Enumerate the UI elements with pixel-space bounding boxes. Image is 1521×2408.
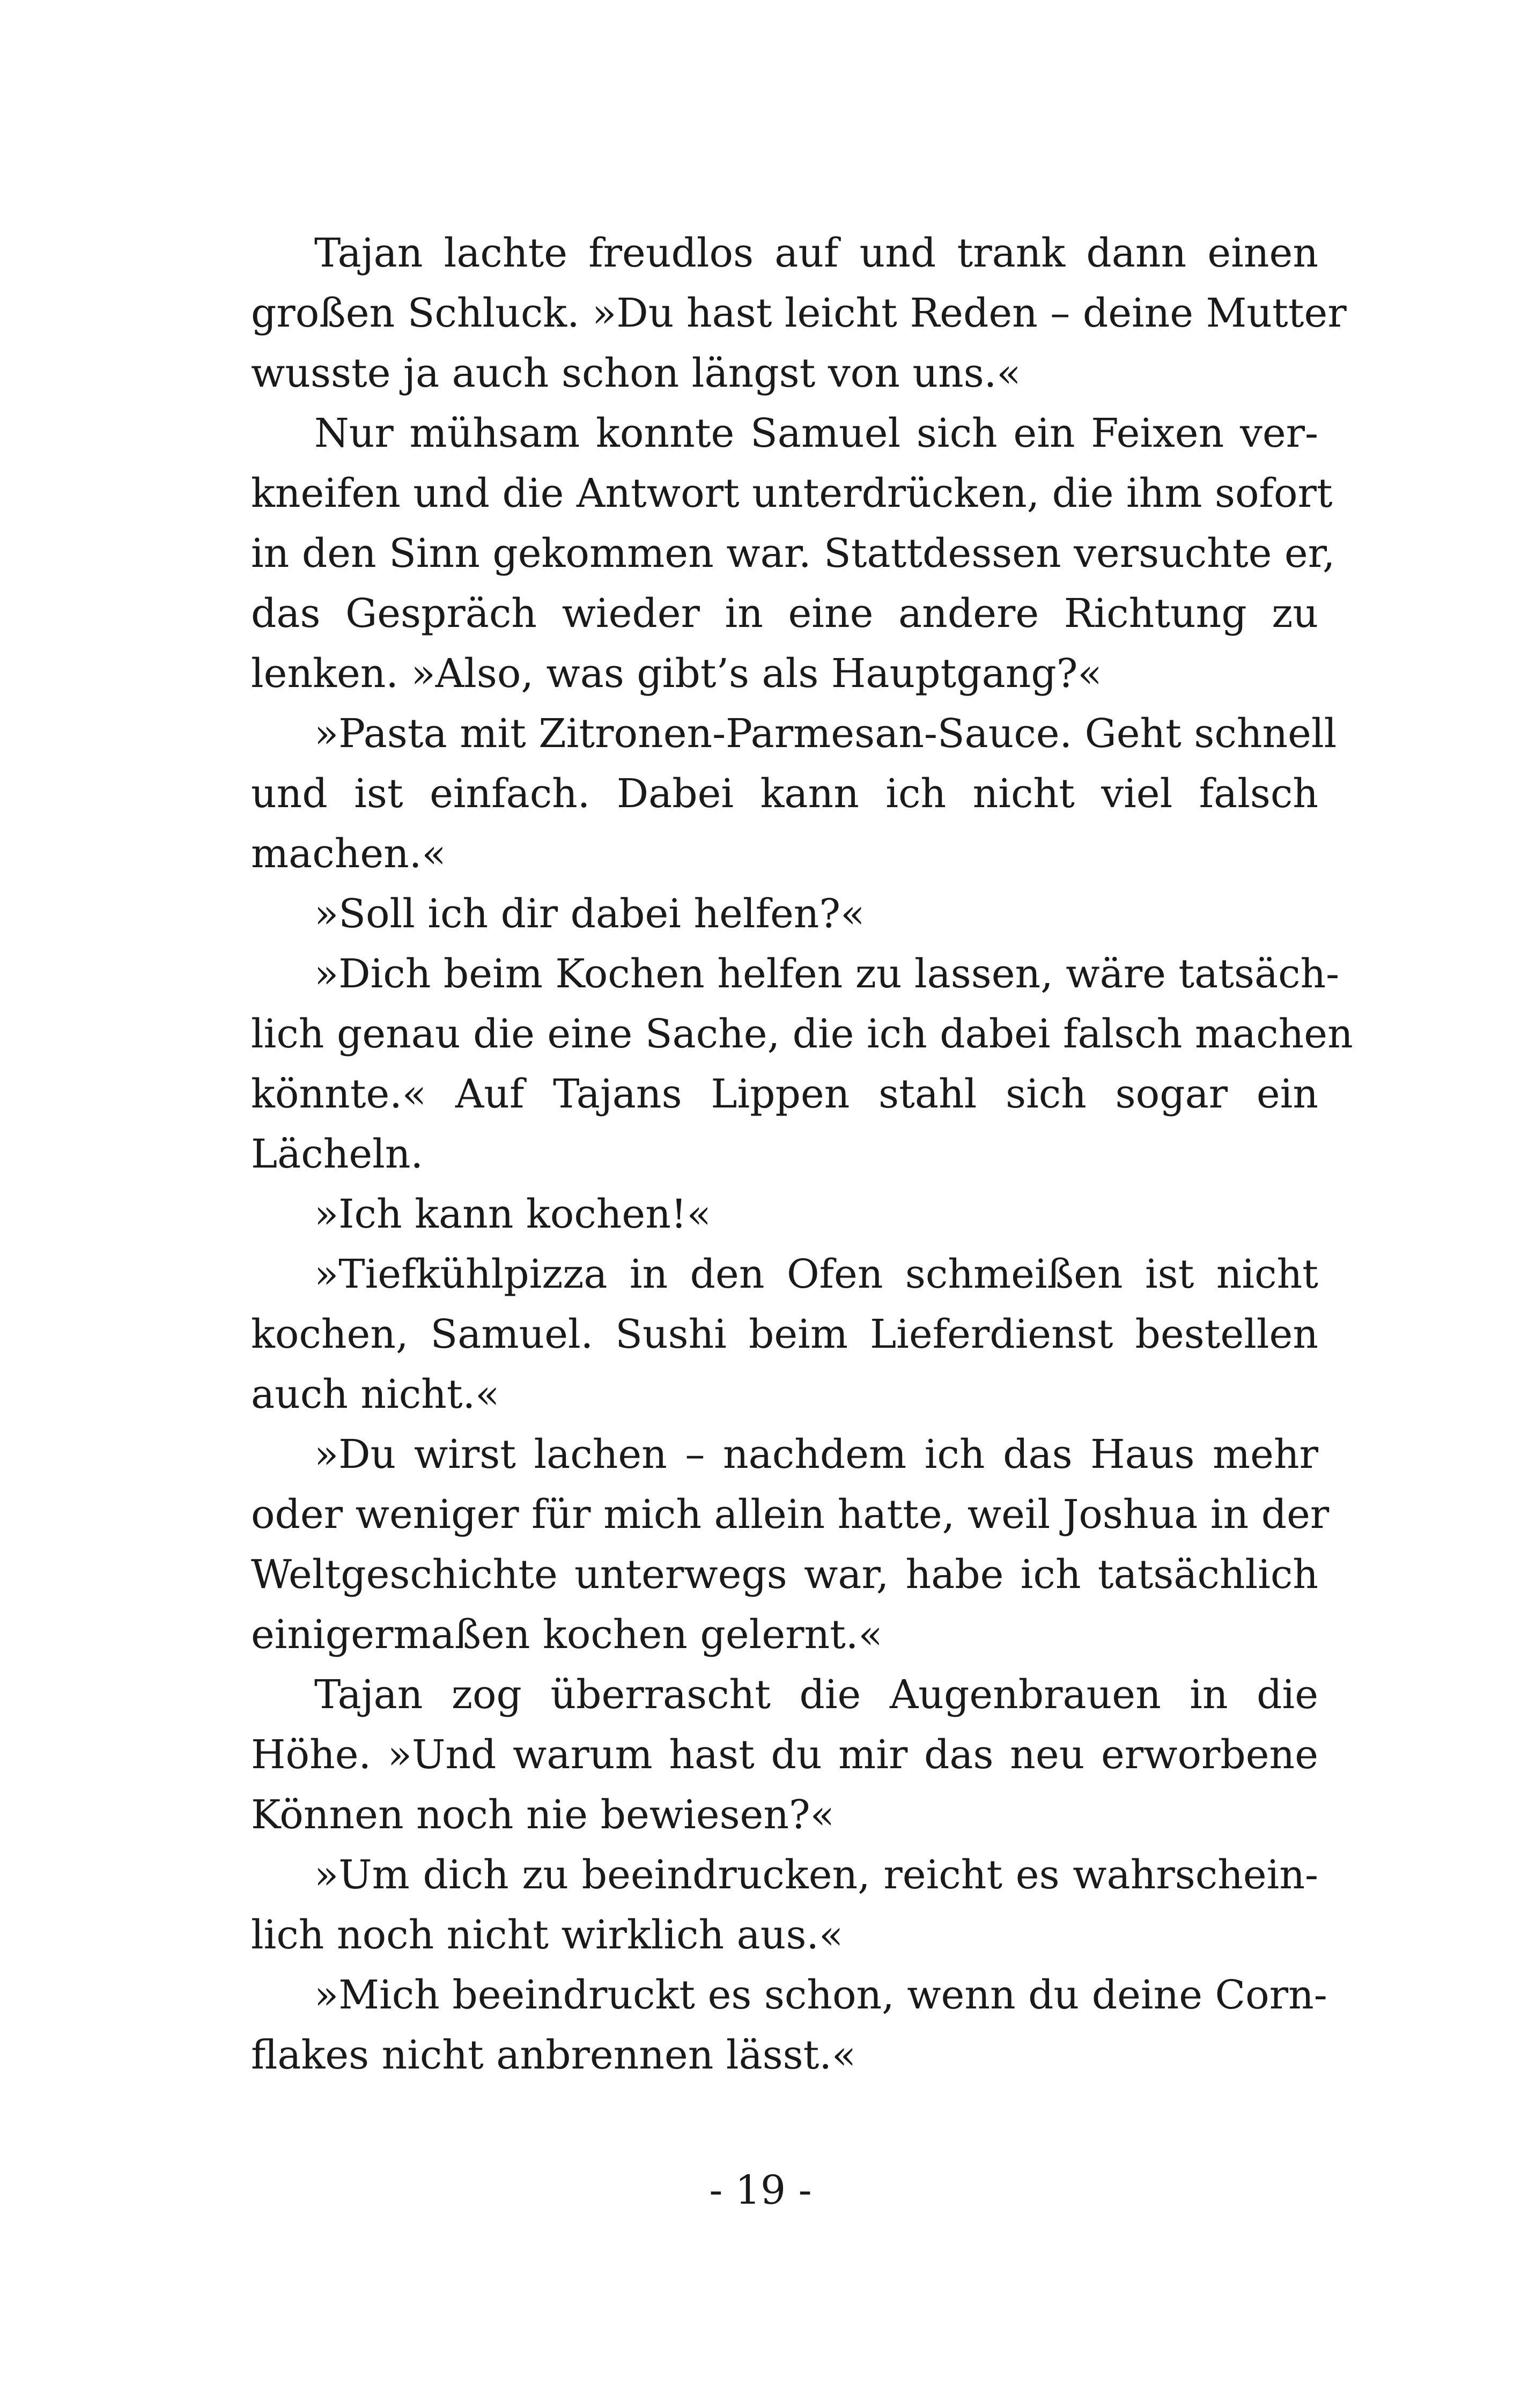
text-line-10: und ist einfach. Dabei kann ich nicht viel falsch [251,771,1318,817]
text-line-24: einigermaßen kochen gelernt.« [251,1612,883,1658]
text-line-11: machen.« [251,831,446,877]
text-line-30: »Mich beeindruckt es schon, wenn du deine Corn- [314,1972,1327,2018]
text-line-12: »Soll ich dir dabei helfen?« [314,891,865,937]
text-line-28: »Um dich zu beeindrucken, reicht es wahrschein- [314,1852,1318,1898]
text-line-26: Höhe. »Und warum hast du mir das neu erworbene [251,1732,1318,1778]
text-line-31: flakes nicht anbrennen lässt.« [251,2032,857,2078]
text-line-18: »Tiefkühlpizza in den Ofen schmeißen ist nicht [314,1251,1318,1297]
text-line-14: lich genau die eine Sache, die ich dabei falsch machen [251,1011,1353,1057]
text-line-17: »Ich kann kochen!« [314,1191,711,1237]
text-line-29: lich noch nicht wirklich aus.« [251,1912,844,1958]
text-line-4: Nur mühsam konnte Samuel sich ein Feixen ver- [314,410,1318,456]
text-line-25: Tajan zog überrascht die Augenbrauen in die [314,1672,1318,1718]
text-line-27: Können noch nie bewiesen?« [251,1792,835,1838]
text-line-7: das Gespräch wieder in eine andere Richtung zu [251,590,1318,637]
text-line-22: oder weniger für mich allein hatte, weil Joshua in der [251,1491,1330,1538]
text-line-3: wusste ja auch schon längst von uns.« [251,350,1021,396]
text-line-19: kochen, Samuel. Sushi beim Lieferdienst bestellen [251,1311,1318,1357]
text-line-2: großen Schluck. »Du hast leicht Reden – deine Mutter [251,290,1347,336]
text-line-1: Tajan lachte freudlos auf und trank dann einen [314,230,1318,276]
text-line-15: könnte.« Auf Tajans Lippen stahl sich sogar ein [251,1071,1318,1117]
text-line-6: in den Sinn gekommen war. Stattdessen versuchte er, [251,530,1335,577]
text-line-23: Weltgeschichte unterwegs war, habe ich tatsächlich [251,1552,1318,1598]
text-line-8: lenken. »Also, was gibt’s als Hauptgang?« [251,651,1102,697]
text-line-21: »Du wirst lachen – nachdem ich das Haus mehr [314,1431,1318,1478]
text-line-9: »Pasta mit Zitronen-Parmesan-Sauce. Geht schnell [314,711,1337,757]
text-line-13: »Dich beim Kochen helfen zu lassen, wäre tatsäch- [314,951,1340,997]
text-line-16: Lächeln. [251,1131,424,1177]
page-number: - 19 - [709,2167,812,2213]
body-text [251,223,1353,2085]
text-line-20: auch nicht.« [251,1371,500,1417]
text-line-5: kneifen und die Antwort unterdrücken, die ihm sofort [251,470,1333,516]
